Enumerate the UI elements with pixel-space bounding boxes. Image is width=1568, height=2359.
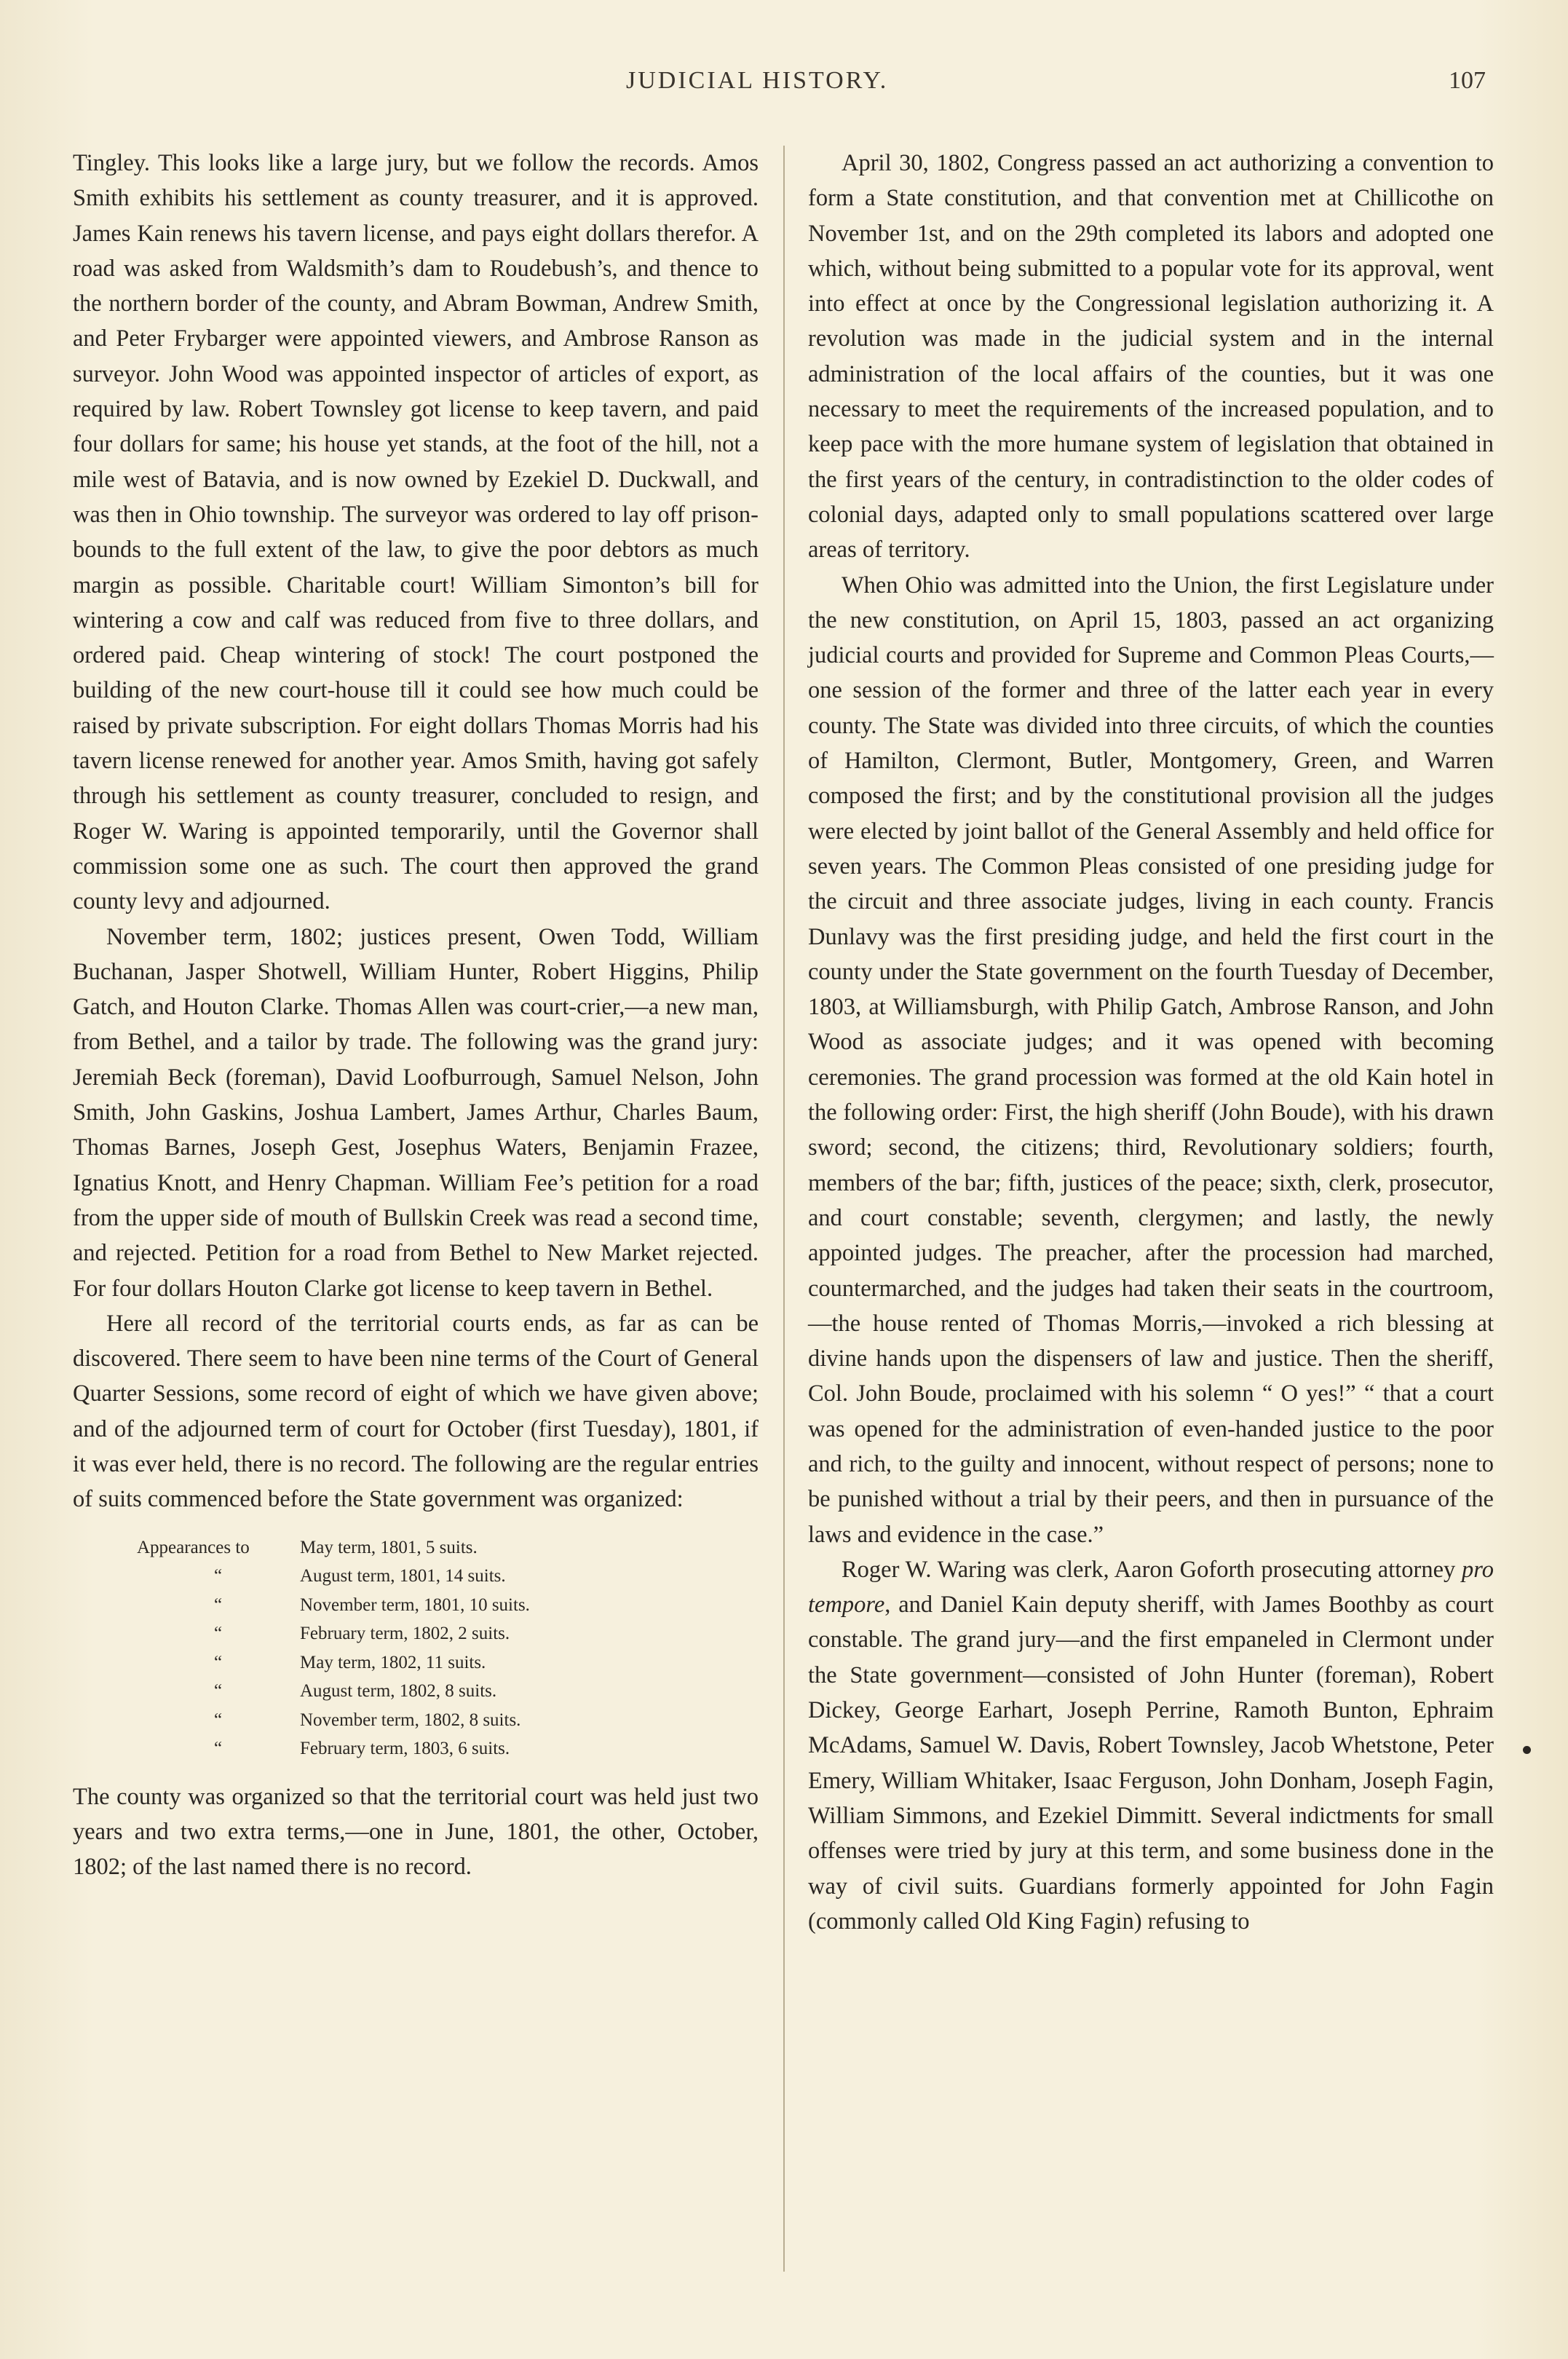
left-paragraph-1: Tingley. This looks like a large jury, but we follow the records. Amos Smith exhibits his settlement as county treasurer, and it is approved. James Kain renews his tavern license, and pays eight dollars therefor. A road was asked from Waldsmith’s dam to Roudebush’s, and thence to the northern border of the county, and Abram Bowman, Andrew Smith, and Peter Frybarger were appointed viewers, and Ambrose Ranson as surveyor. John Wood was appointed inspector of articles of export, as required by law. Robert Townsley got license to keep tavern, and paid four dollars for same; his house yet stands, at the foot of the hill, not a mile west of Batavia, and is now owned by Ezekiel D. Duckwall, and was then in Ohio township. The surveyor was ordered to lay off prison-bounds to the full extent of the law, to give the poor debtors as much margin as possible. Charitable court! William Simonton’s bill for wintering a cow and calf was reduced from five to three dollars, and ordered paid. Cheap wintering of stock! The court postponed the building of the new court-house till it could see how much could be raised by private subscription. For eight dollars Thomas Morris had his tavern license renewed for another year. Amos Smith, having got safely through his settlement as county treasurer, concluded to resign, and Roger W. Waring is appointed temporarily, until the Governor shall commission some one as such. The court then approved the grand county levy and adjourned. <box>73 150 759 915</box>
ink-speck <box>1523 1746 1531 1754</box>
right-paragraph-3-start: Roger W. Waring was clerk, Aaron Goforth prosecuting attorney <box>842 1556 1462 1583</box>
appearances-row <box>137 1648 759 1678</box>
page-number: 107 <box>1449 67 1486 94</box>
appearances-lead: Appearances to <box>137 1537 250 1557</box>
appearances-entry: August term, 1801, 14 suits. <box>300 1566 506 1587</box>
left-paragraph-2: November term, 1802; justices present, Owen Todd, William Buchanan, Jasper Shotwell, William Hunter, Robert Higgins, Philip Gatch, and Houton Clarke. Thomas Allen was court-crier,—a new man, from Bethel, and a tailor by trade. The following was the grand jury: Jeremiah Beck (foreman), David Loofburrough, Samuel Nelson, John Smith, John Gaskins, Joshua Lambert, James Arthur, Charles Baum, Thomas Barnes, Joseph Gest, Josephus Waters, Benjamin Frazee, Ignatius Knott, and Henry Chapman. William Fee’s petition for a road from the upper side of mouth of Bullskin Creek was read a second time, and rejected. Petition for a road from Bethel to New Market rejected. For four dollars Houton Clarke got license to keep tavern in Bethel. <box>73 923 759 1302</box>
ditto-mark: “ <box>214 1739 223 1759</box>
ditto-mark: “ <box>214 1681 223 1702</box>
appearances-entry: November term, 1802, 8 suits. <box>300 1710 521 1730</box>
column-divider <box>783 146 785 2272</box>
appearances-row <box>137 1619 759 1648</box>
appearances-entry: February term, 1803, 6 suits. <box>300 1739 510 1759</box>
running-head: JUDICIAL HISTORY. <box>626 67 889 94</box>
left-paragraph-4: The county was organized so that the territorial court was held just two years and two extra terms,—one in June, 1801, the other, October, 1802; of the last named there is no record. <box>73 1783 759 1881</box>
right-paragraph-3 <box>808 1552 1494 1939</box>
right-paragraph-2: When Ohio was admitted into the Union, the first Legislature under the new constitution, on April 15, 1803, passed an act organizing judicial courts and provided for Supreme and Common Pleas Courts,—one session of the former and three of the latter each year in every county. The State was divided into three circuits, of which the counties of Hamilton, Clermont, Butler, Montgomery, Green, and Warren composed the first; and by the constitutional provision all the judges were elected by joint ballot of the General Assembly and held office for seven years. The Common Pleas consisted of one presiding judge for the circuit and three associate judges, living in each county. Francis Dunlavy was the first presiding judge, and held the first court in the county under the State government on the fourth Tuesday of December, 1803, at Williamsburgh, with Philip Gatch, Ambrose Ranson, and John Wood as associate judges; and it was opened with becoming ceremonies. The grand procession was formed at the old Kain hotel in the following order: First, the high sheriff (John Boude), with his drawn sword; second, the citizens; third, Revolutionary soldiers; fourth, members of the bar; fifth, justices of the peace; sixth, clerk, prosecutor, and court constable; seventh, clergymen; and lastly, the newly appointed judges. The preacher, after the procession had marched, countermarched, and the judges had taken their seats in the courtroom,—the house rented of Thomas Morris,—invoked a rich blessing at divine hands upon the dispensers of law and justice. Then the sheriff, Col. John Boude, proclaimed with his solemn “ O yes!” “ that a court was opened for the administration of even-handed justice to the poor and rich, to the guilty and innocent, without respect of persons; none to be punished without a trial by their peers, and then in pursuance of the laws and evidence in the case.” <box>808 572 1494 1548</box>
appearances-list <box>137 1533 759 1763</box>
appearances-row <box>137 1677 759 1706</box>
ditto-mark: “ <box>214 1652 223 1672</box>
appearances-entry: May term, 1801, 5 suits. <box>300 1537 478 1557</box>
right-paragraph-1: April 30, 1802, Congress passed an act authorizing a convention to form a State constitution, and that convention met at Chillicothe on November 1st, and on the 29th completed its labors and adopted one which, without being submitted to a popular vote for its approval, went into effect at once by the Congressional legislation authorizing it. A revolution was made in the judicial system and in the internal administration of the local affairs of the counties, but it was one necessary to meet the requirements of the increased population, and to keep pace with the more humane system of legislation that obtained in the first years of the century, in contradistinction to the older codes of colonial days, adapted only to small populations scattered over large areas of territory. <box>808 150 1494 564</box>
right-column <box>808 146 1494 1939</box>
appearances-row <box>137 1533 759 1562</box>
appearances-entry: November term, 1801, 10 suits. <box>300 1595 530 1615</box>
ditto-mark: “ <box>214 1624 223 1644</box>
left-paragraph-3: Here all record of the territorial courts ends, as far as can be discovered. There seem to have been nine terms of the Court of General Quarter Sessions, some record of eight of which we have given above; and of the adjourned term of court for October (first Tuesday), 1801, if it was ever held, there is no record. The following are the regular entries of suits commenced before the State government was organized: <box>73 1310 759 1513</box>
ditto-mark: “ <box>214 1566 223 1587</box>
italic-pro-tempore: pro tempore <box>808 1556 1494 1619</box>
right-paragraph-3-rest: , and Daniel Kain deputy sheriff, with James Boothby as court constable. The grand jury—and the first empaneled in Clermont under the State government—consisted of John Hunter (foreman), Robert Dickey, George Earhart, Joseph Perrine, Ramoth Bunton, Ephraim McAdams, Samuel W. Davis, Robert Townsley, Jacob Whetstone, Peter Emery, William Whitaker, Isaac Ferguson, John Donham, Joseph Fagin, William Simmons, and Ezekiel Dimmitt. Several indictments for small offenses were tried by jury at this term, and some business done in the way of civil suits. Guardians formerly appointed for John Fagin (commonly called Old King Fagin) refusing to <box>808 1592 1494 1935</box>
appearances-entry: August term, 1802, 8 suits. <box>300 1681 497 1702</box>
appearances-entry: February term, 1802, 2 suits. <box>300 1624 510 1644</box>
ditto-mark: “ <box>214 1710 223 1730</box>
appearances-row <box>137 1562 759 1591</box>
appearances-row <box>137 1591 759 1620</box>
left-column <box>73 146 759 1884</box>
appearances-row <box>137 1706 759 1735</box>
appearances-row <box>137 1734 759 1763</box>
appearances-entry: May term, 1802, 11 suits. <box>300 1652 486 1672</box>
ditto-mark: “ <box>214 1595 223 1615</box>
